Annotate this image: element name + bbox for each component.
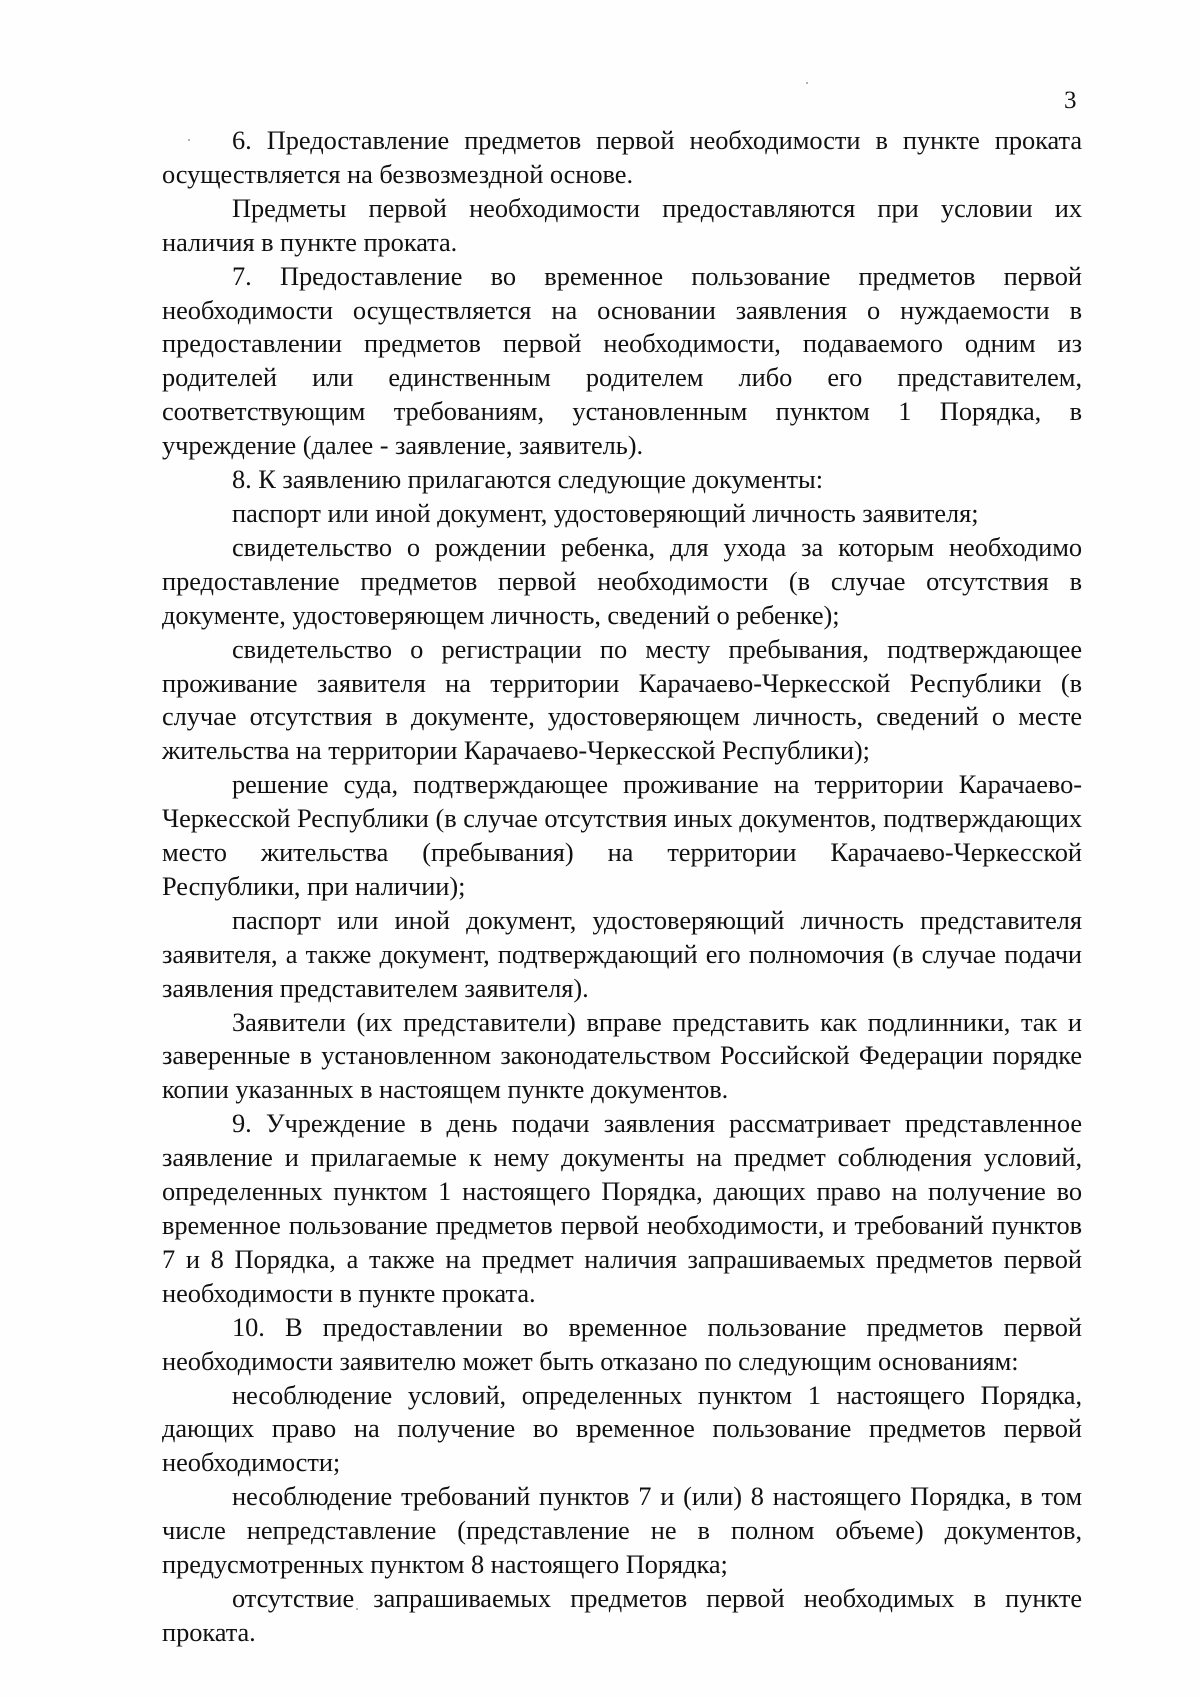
- page-number: 3: [1064, 87, 1077, 114]
- paragraph-8: 8. К заявлению прилагаются следующие документы:: [232, 464, 824, 495]
- paragraph-9: 9. Учреждение в день подачи заявления рассматривает представленное заявление и прилагаемые к нему документы на предмет соблюдения условий, определенных пунктом 1 настоящего Порядка, дающих право на получение во временное пользование предметов первой необходимости, и требований пунктов 7 и 8 Порядка, а также на предмет наличия запрашиваемых предметов первой необходимости в пункте проката.: [162, 1108, 1082, 1308]
- paragraph-8-copies: Заявители (их представители) вправе представить как подлинники, так и заверенные в установленном законодательством Российской Федерации порядке копии указанных в настоящем пункте документов.: [162, 1006, 1082, 1105]
- document-body: [162, 124, 1082, 1650]
- document-list-item-birth-certificate: свидетельство о рождении ребенка, для ухода за которым необходимо предоставление предметов первой необходимости (в случае отсутствия в документе, удостоверяющем личность, сведений о ребенке);: [162, 531, 1082, 630]
- document-list-item-registration-certificate: свидетельство о регистрации по месту пребывания, подтверждающее проживание заявителя на территории Карачаево-Черкесской Республики (в случае отсутствия в документе, удостоверяющем личность, сведений о месте жительства на территории Карачаево-Черкесской Республики);: [162, 633, 1082, 766]
- paragraph-10: 10. В предоставлении во временное пользование предметов первой необходимости заявителю может быть отказано по следующим основаниям:: [162, 1311, 1082, 1376]
- refusal-ground-conditions: несоблюдение условий, определенных пунктом 1 настоящего Порядка, дающих право на получение во временное пользование предметов первой необходимости;: [162, 1379, 1082, 1478]
- paragraph-6: 6. Предоставление предметов первой необходимости в пункте проката осуществляется на безвозмездной основе.: [162, 125, 1082, 189]
- refusal-ground-requirements: несоблюдение требований пунктов 7 и (или) 8 настоящего Порядка, в том числе непредставление (представление не в полном объеме) документов, предусмотренных пунктом 8 настоящего Порядка;: [162, 1481, 1082, 1580]
- document-list-item-representative-passport: паспорт или иной документ, удостоверяющий личность представителя заявителя, а также документ, подтверждающий его полномочия (в случае подачи заявления представителем заявителя).: [162, 904, 1082, 1003]
- document-list-item-passport: паспорт или иной документ, удостоверяющий личность заявителя;: [232, 497, 979, 528]
- paragraph-6-availability: Предметы первой необходимости предоставляются при условии их наличия в пункте проката.: [162, 192, 1082, 257]
- document-list-item-court-decision: решение суда, подтверждающее проживание на территории Карачаево-Черкесской Республики (в случае отсутствия иных документов, подтверждающих место жительства (пребывания) на территории Карачаево-Черкесской Республики, при наличии);: [162, 769, 1082, 901]
- refusal-ground-absence: отсутствие запрашиваемых предметов первой необходимых в пункте проката.: [162, 1582, 1082, 1647]
- paragraph-7: 7. Предоставление во временное пользование предметов первой необходимости осуществляется на основании заявления о нуждаемости в предоставлении предметов первой необходимости, подаваемого одним из родителей или единственным родителем либо его представителем, соответствующим требованиям, установленным пунктом 1 Порядка, в учреждение (далее - заявление, заявитель).: [162, 260, 1082, 461]
- scan-speck: [806, 82, 808, 84]
